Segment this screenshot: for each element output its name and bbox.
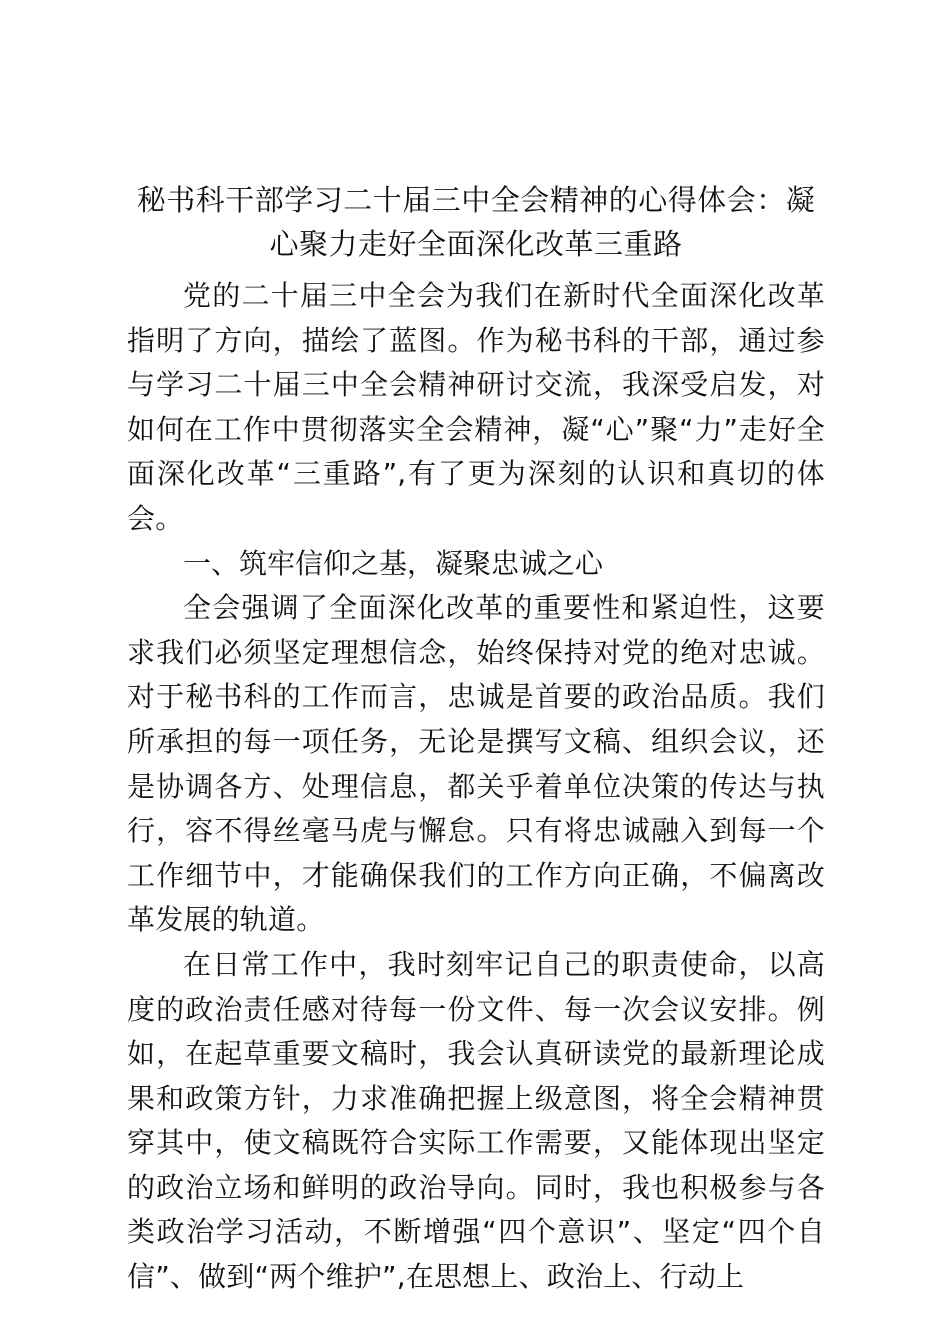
intro-paragraph: 党的二十届三中全会为我们在新时代全面深化改革指明了方向，描绘了蓝图。作为秘书科的干部，通过参与学习二十届三中全会精神研讨交流，我深受启发，对如何在工作中贯彻落实全会精神，凝“心”聚“力”走好全面深化改革“三重路”,有了更为深刻的认识和真切的体会。: [127, 279, 825, 535]
section-paragraph: 在日常工作中，我时刻牢记自己的职责使命，以高度的政治责任感对待每一份文件、每一次会议安排。例如，在起草重要文稿时，我会认真研读党的最新理论成果和政策方针，力求准确把握上级意图，将全会精神贯穿其中，使文稿既符合实际工作需要，又能体现出坚定的政治立场和鲜明的政治导向。同时，我也积极参与各类政治学习活动，不断增强“四个意识”、坚定“四个自信”、做到“两个维护”,在思想上、政治上、行动上: [127, 947, 825, 1294]
section-heading: 一、筑牢信仰之基，凝聚忠诚之心: [183, 546, 604, 580]
section-paragraph: 全会强调了全面深化改革的重要性和紧迫性，这要求我们必须坚定理想信念，始终保持对党的绝对忠诚。对于秘书科的工作而言，忠诚是首要的政治品质。我们所承担的每一项任务，无论是撰写文稿、组织会议，还是协调各方、处理信息，都关乎着单位决策的传达与执行，容不得丝毫马虎与懈怠。只有将忠诚融入到每一个工作细节中，才能确保我们的工作方向正确，不偏离改革发展的轨道。: [127, 591, 825, 937]
document-title: 秘书科干部学习二十届三中全会精神的心得体会：凝心聚力走好全面深化改革三重路: [136, 183, 816, 261]
document-page: [127, 178, 825, 1300]
